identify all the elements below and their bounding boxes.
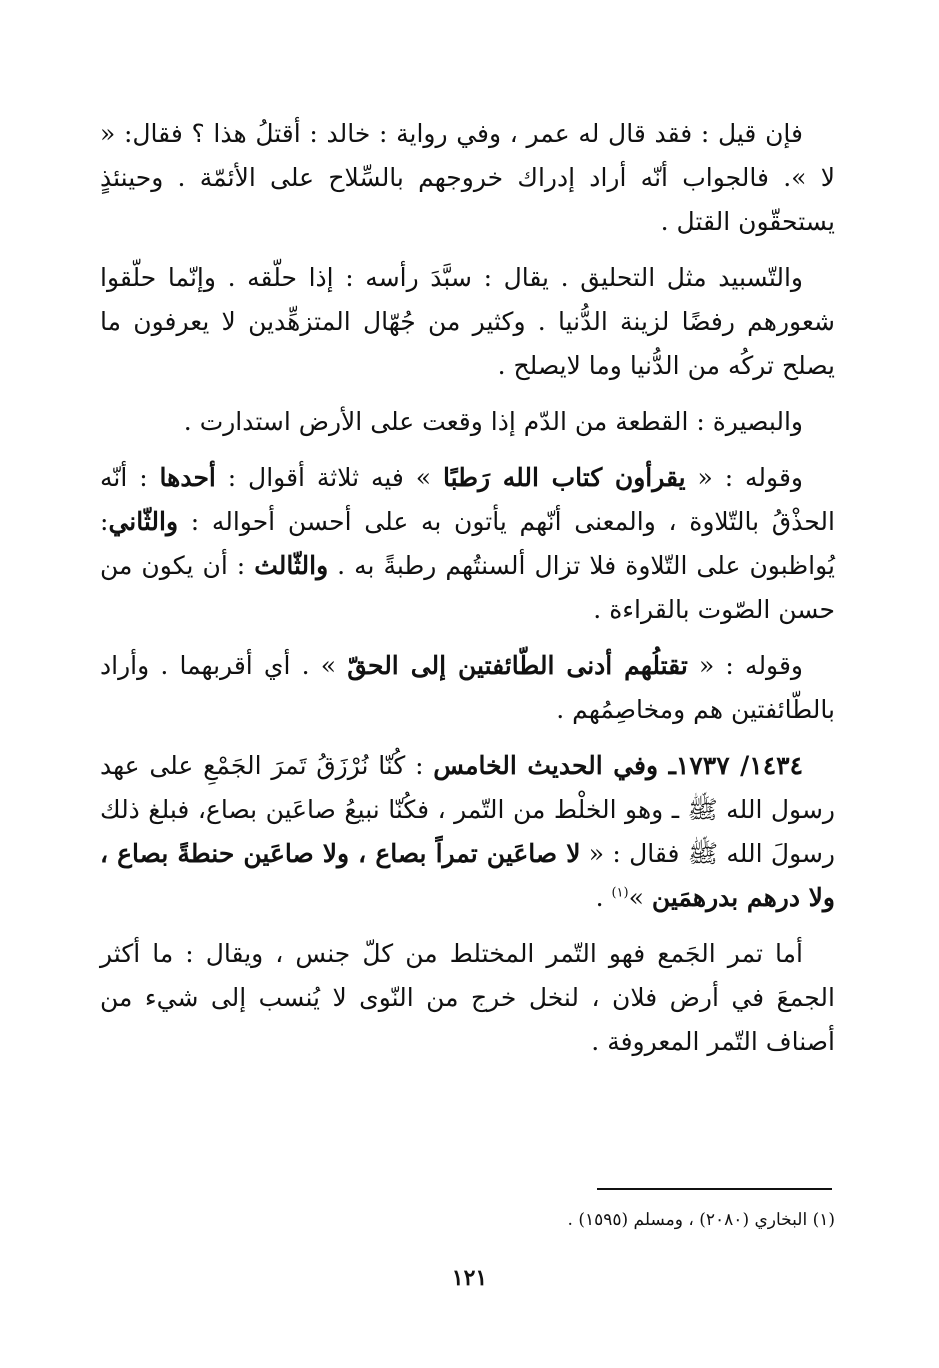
footnote-divider	[597, 1188, 832, 1190]
paragraph-2: والتّسبيد مثل التحليق . يقال : سبَّدَ رأسه : إذا حلّقه . وإنّما حلّقوا شعورهم رفضًا لزينة الدُّنيا . وكثير من جُهّال المتزهِّدين لا يعرفون ما يصلح تركُه من الدُّنيا وما لايصلح .	[100, 263, 835, 380]
text-run: : يُواظبون على التّلاوة فلا تزال ألسنتُهم رطبةً به .	[100, 507, 835, 580]
bold-term: أحدها	[159, 463, 216, 492]
text-run: » . أي أقربهما . وأراد بالطّائفتين هم ومخاصِمُهم .	[100, 651, 835, 724]
text-run: : كُنّا نُرْزَقُ تَمرَ الجَمْعِ على عهد رسول الله ﷺ ـ وهو الخلْط من التّمر ، فكُنّا نبيعُ صاعَين بصاع، فبلغ ذلك رسولَ الله ﷺ فقال : «	[100, 751, 836, 868]
paragraph-4	[100, 456, 835, 632]
bold-term: والثّاني	[108, 507, 179, 536]
bold-quote: لا صاعَين تمراً بصاع ، ولا صاعَين حنطةً بصاع ، ولا درهم بدرهمَين	[100, 839, 835, 912]
page-number: ١٢١	[451, 1265, 488, 1291]
bold-quote: تقتلُهم أدنى الطّائفتين إلى الحقّ	[347, 651, 688, 680]
text-run: : أنّه الحذْقُ بالتّلاوة ، والمعنى أنّهم يأتون به على أحسن أحواله :	[100, 463, 835, 536]
paragraph-5	[100, 644, 835, 732]
footnote: (١) البخاري (٢٠٨٠) ، ومسلم (١٥٩٥) .	[567, 1210, 835, 1230]
paragraph-1: فإن قيل : فقد قال له عمر ، وفي رواية : خالد : أقتلُ هذا ؟ فقال: « لا ». فالجواب أنّه أراد إدراك خروجهم بالسِّلاح على الأئمّة . وحينئذٍ يستحقّون القتل .	[100, 119, 835, 236]
hadith-heading: ١٤٣٤/ ١٧٣٧ـ وفي الحديث الخامس	[433, 751, 803, 780]
text-run: وقوله : «	[687, 651, 803, 680]
paragraph-7: أما تمر الجَمع فهو التّمر المختلط من كلّ جنس ، ويقال : ما أكثر الجمعَ في أرض فلان ، لنخل خرج من النّوى لا يُنسب إلى شيء من أصناف التّمر المعروفة .	[100, 939, 835, 1056]
text-run: : أن يكون من حسن الصّوت بالقراءة .	[100, 551, 835, 624]
bold-quote: يقرأون كتاب الله رَطبًا	[442, 463, 686, 492]
bold-term: والثّالث	[254, 551, 329, 580]
paragraph-6	[100, 744, 835, 920]
main-text	[100, 112, 835, 1076]
text-run: وقوله : «	[685, 463, 803, 492]
text-run: .	[595, 883, 612, 912]
footnote-reference[interactable]: (١)	[611, 885, 629, 901]
text-run: »	[628, 883, 652, 912]
text-run: » فيه ثلاثة أقوال :	[215, 463, 443, 492]
paragraph-3: والبصيرة : القطعة من الدّم إذا وقعت على الأرض استدارت .	[183, 407, 803, 436]
